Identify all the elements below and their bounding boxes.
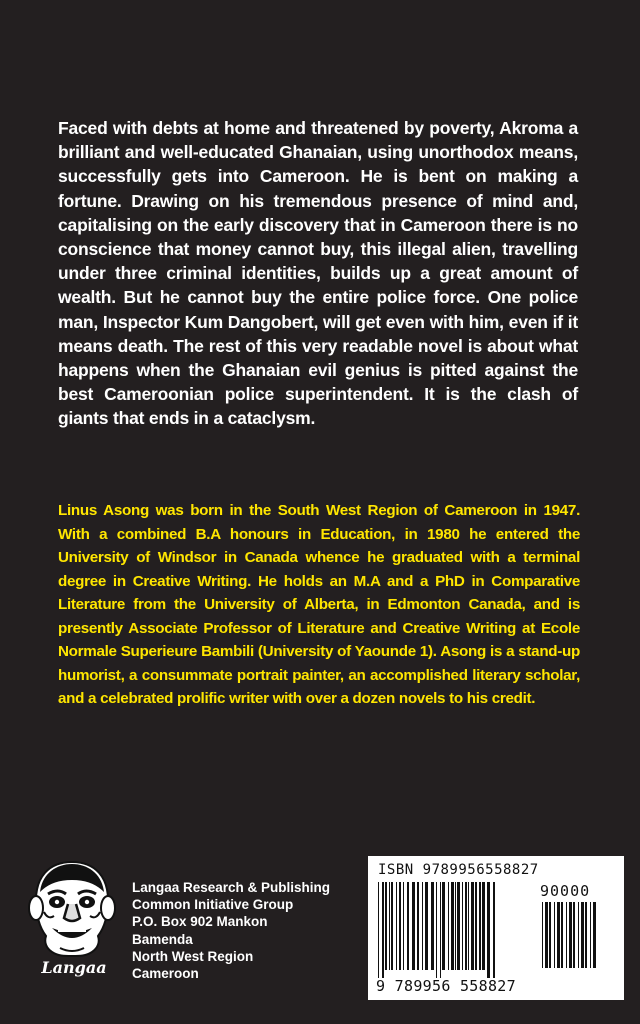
author-bio: Linus Asong was born in the South West Region of Cameroon in 1947. With a combined B.A honours in Education, in 1980 he entered the University of Windsor in Canada whence he graduated with a terminal degree in Creative Writing. He holds an M.A and a PhD in Comparative Literature from the University of Alberta, in Edmonton Canada, and is presently Associate Professor of Literature and Creative Writing at Ecole Normale Superieure Bambili (University of Yaounde 1). Asong is a stand-up humorist, a consummate portrait painter, an accomplished literary scholar, and a celebrated prolific writer with over a dozen novels to his credit. (58, 502, 580, 707)
isbn-digits: 9 789956 558827 (376, 977, 516, 995)
isbn-label: ISBN 9789956558827 (378, 862, 539, 878)
book-blurb: Faced with debts at home and threatened by poverty, Akroma a brilliant and well-educated Ghanaian, using unorthodox means, successfully gets into Cameroon. He is bent on making a fortune. Drawing on his tremendous presence of mind and, capitalising on the early discovery that in Cameroon there is no conscience that money cannot buy, this illegal alien, travelling under three criminal identities, builds up a great amount of wealth. But he cannot buy the entire police force. One police man, Inspector Kum Dangobert, will get even with him, even if it means death. The rest of this very readable novel is about what happens when the Ghanaian evil genius is pitted against the best Cameroonian police superintendent. It is the clash of giants that ends in a cataclysm. (58, 118, 578, 429)
publisher-line: Cameroon (132, 966, 199, 982)
isbn-barcode (368, 856, 624, 1000)
publisher-line: North West Region (132, 948, 254, 964)
publisher-address (132, 879, 330, 982)
publisher-line: Bamenda (132, 931, 193, 947)
publisher-line: Common Initiative Group (132, 897, 294, 913)
publisher-line: P.O. Box 902 Mankon (132, 914, 268, 930)
barcode-bars (378, 882, 538, 978)
price-code: 90000 (540, 882, 591, 900)
barcode-addon-bars (542, 902, 614, 976)
langaa-logo-text: Langaa (41, 958, 107, 977)
publisher-line: Langaa Research & Publishing (132, 880, 331, 895)
